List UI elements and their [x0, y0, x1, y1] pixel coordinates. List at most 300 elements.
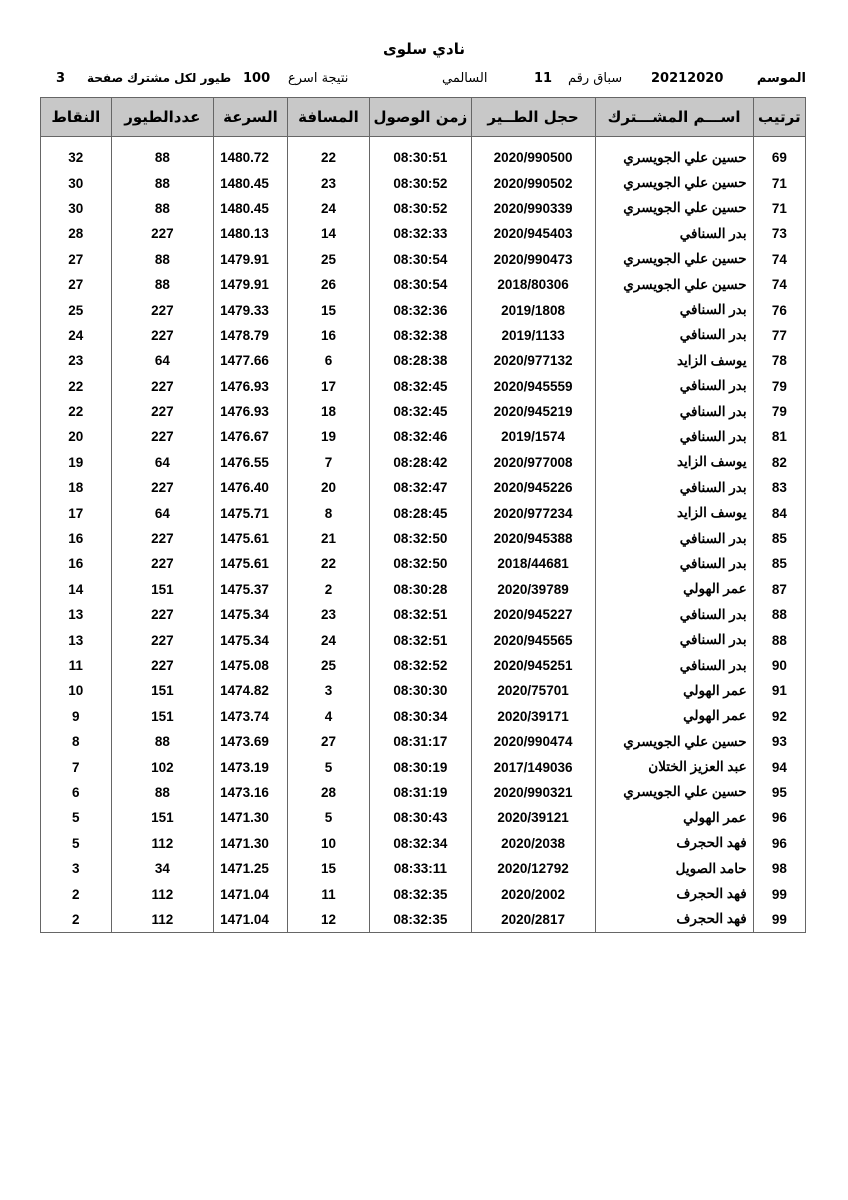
cell-birds: 112: [111, 907, 214, 933]
cell-birds: 112: [111, 831, 214, 856]
table-row: [41, 145, 806, 170]
cell-rank: 77: [753, 323, 805, 348]
cell-name: يوسف الزايد: [595, 500, 753, 525]
cell-speed: 1479.91: [214, 272, 288, 297]
table-row: [41, 780, 806, 805]
cell-name: عمر الهولي: [595, 577, 753, 602]
cell-ring: 2019/1133: [471, 323, 595, 348]
cell-distance: 23: [287, 170, 369, 195]
cell-ring: 2020/977008: [471, 450, 595, 475]
cell-points: 25: [41, 297, 112, 322]
cell-points: 2: [41, 907, 112, 933]
cell-distance: 18: [287, 399, 369, 424]
cell-rank: 74: [753, 272, 805, 297]
cell-points: 6: [41, 780, 112, 805]
cell-points: 2: [41, 881, 112, 906]
cell-distance: 6: [287, 348, 369, 373]
cell-ring: 2020/945388: [471, 526, 595, 551]
cell-speed: 1473.74: [214, 704, 288, 729]
cell-arrival: 08:30:54: [370, 247, 472, 272]
table-row: [41, 805, 806, 830]
cell-ring: 2020/945559: [471, 374, 595, 399]
table-row: [41, 374, 806, 399]
cell-name: عبد العزيز الختلان: [595, 754, 753, 779]
cell-speed: 1471.30: [214, 831, 288, 856]
cell-birds: 227: [111, 399, 214, 424]
cell-rank: 96: [753, 805, 805, 830]
cell-speed: 1473.16: [214, 780, 288, 805]
cell-name: حسين علي الجويسري: [595, 247, 753, 272]
col-speed: السرعة: [214, 98, 288, 137]
cell-name: بدر السنافي: [595, 526, 753, 551]
cell-rank: 95: [753, 780, 805, 805]
table-row: [41, 526, 806, 551]
cell-arrival: 08:30:34: [370, 704, 472, 729]
cell-ring: 2020/945251: [471, 653, 595, 678]
col-birds: عددالطيور: [111, 98, 214, 137]
cell-name: بدر السنافي: [595, 627, 753, 652]
cell-speed: 1475.61: [214, 526, 288, 551]
cell-arrival: 08:30:30: [370, 678, 472, 703]
cell-ring: 2020/990473: [471, 247, 595, 272]
cell-distance: 15: [287, 856, 369, 881]
cell-arrival: 08:31:19: [370, 780, 472, 805]
cell-birds: 64: [111, 500, 214, 525]
result-label: نتيجة اسرع: [288, 71, 349, 86]
cell-rank: 79: [753, 399, 805, 424]
cell-ring: 2020/12792: [471, 856, 595, 881]
cell-speed: 1480.45: [214, 170, 288, 195]
cell-name: بدر السنافي: [595, 323, 753, 348]
cell-arrival: 08:32:51: [370, 627, 472, 652]
cell-name: بدر السنافي: [595, 374, 753, 399]
cell-arrival: 08:30:19: [370, 754, 472, 779]
club-name: نادي سلوى: [383, 40, 465, 58]
cell-rank: 99: [753, 881, 805, 906]
cell-points: 32: [41, 145, 112, 170]
cell-speed: 1473.69: [214, 729, 288, 754]
cell-distance: 12: [287, 907, 369, 933]
cell-birds: 151: [111, 577, 214, 602]
cell-points: 20: [41, 424, 112, 449]
cell-name: حسين علي الجويسري: [595, 272, 753, 297]
cell-birds: 227: [111, 374, 214, 399]
cell-birds: 88: [111, 272, 214, 297]
cell-points: 27: [41, 272, 112, 297]
cell-birds: 227: [111, 602, 214, 627]
cell-ring: 2019/1574: [471, 424, 595, 449]
table-row: [41, 551, 806, 576]
cell-points: 16: [41, 526, 112, 551]
cell-ring: 2020/945403: [471, 221, 595, 246]
cell-rank: 91: [753, 678, 805, 703]
cell-speed: 1476.67: [214, 424, 288, 449]
cell-points: 27: [41, 247, 112, 272]
page-label: صفحة: [87, 71, 124, 85]
cell-name: بدر السنافي: [595, 551, 753, 576]
table-row: [41, 221, 806, 246]
cell-distance: 3: [287, 678, 369, 703]
cell-rank: 96: [753, 831, 805, 856]
cell-speed: 1471.30: [214, 805, 288, 830]
cell-birds: 227: [111, 297, 214, 322]
table-row: [41, 297, 806, 322]
cell-points: 22: [41, 374, 112, 399]
cell-distance: 26: [287, 272, 369, 297]
cell-name: حسين علي الجويسري: [595, 196, 753, 221]
cell-rank: 94: [753, 754, 805, 779]
cell-speed: 1475.34: [214, 627, 288, 652]
cell-speed: 1479.91: [214, 247, 288, 272]
cell-speed: 1475.34: [214, 602, 288, 627]
cell-points: 18: [41, 475, 112, 500]
cell-distance: 28: [287, 780, 369, 805]
cell-arrival: 08:30:54: [370, 272, 472, 297]
cell-birds: 151: [111, 704, 214, 729]
cell-ring: 2020/945565: [471, 627, 595, 652]
col-points: النقاط: [41, 98, 112, 137]
table-row: [41, 196, 806, 221]
cell-distance: 8: [287, 500, 369, 525]
result-count: 100: [243, 71, 271, 86]
cell-arrival: 08:28:42: [370, 450, 472, 475]
cell-birds: 227: [111, 424, 214, 449]
cell-distance: 23: [287, 602, 369, 627]
cell-speed: 1478.79: [214, 323, 288, 348]
cell-speed: 1475.61: [214, 551, 288, 576]
cell-speed: 1480.45: [214, 196, 288, 221]
cell-name: بدر السنافي: [595, 399, 753, 424]
race-label: سباق رقم: [568, 71, 623, 86]
cell-points: 11: [41, 653, 112, 678]
cell-ring: 2020/990500: [471, 145, 595, 170]
cell-birds: 227: [111, 653, 214, 678]
cell-points: 7: [41, 754, 112, 779]
cell-birds: 88: [111, 247, 214, 272]
cell-distance: 17: [287, 374, 369, 399]
cell-rank: 99: [753, 907, 805, 933]
col-distance: المسافة: [287, 98, 369, 137]
table-row: [41, 881, 806, 906]
cell-arrival: 08:32:46: [370, 424, 472, 449]
results-table: [40, 97, 806, 933]
cell-points: 24: [41, 323, 112, 348]
cell-arrival: 08:32:51: [370, 602, 472, 627]
table-row: [41, 754, 806, 779]
cell-ring: 2020/990321: [471, 780, 595, 805]
cell-ring: 2020/990339: [471, 196, 595, 221]
cell-name: يوسف الزايد: [595, 348, 753, 373]
table-row: [41, 729, 806, 754]
cell-distance: 5: [287, 805, 369, 830]
cell-arrival: 08:32:47: [370, 475, 472, 500]
cell-birds: 112: [111, 881, 214, 906]
cell-distance: 22: [287, 145, 369, 170]
cell-speed: 1480.72: [214, 145, 288, 170]
cell-ring: 2020/2002: [471, 881, 595, 906]
cell-name: بدر السنافي: [595, 221, 753, 246]
cell-name: بدر السنافي: [595, 297, 753, 322]
cell-speed: 1475.37: [214, 577, 288, 602]
cell-ring: 2020/2038: [471, 831, 595, 856]
col-ring: حجل الطــير: [471, 98, 595, 137]
cell-points: 14: [41, 577, 112, 602]
cell-arrival: 08:33:11: [370, 856, 472, 881]
cell-name: فهد الحجرف: [595, 831, 753, 856]
cell-points: 3: [41, 856, 112, 881]
cell-arrival: 08:28:38: [370, 348, 472, 373]
cell-distance: 19: [287, 424, 369, 449]
cell-ring: 2020/990502: [471, 170, 595, 195]
cell-birds: 227: [111, 475, 214, 500]
cell-birds: 88: [111, 196, 214, 221]
cell-rank: 78: [753, 348, 805, 373]
cell-name: حسين علي الجويسري: [595, 145, 753, 170]
cell-arrival: 08:32:45: [370, 374, 472, 399]
cell-ring: 2018/80306: [471, 272, 595, 297]
cell-distance: 2: [287, 577, 369, 602]
cell-ring: 2020/977132: [471, 348, 595, 373]
cell-arrival: 08:30:43: [370, 805, 472, 830]
cell-name: بدر السنافي: [595, 602, 753, 627]
table-row: [41, 856, 806, 881]
cell-points: 23: [41, 348, 112, 373]
cell-rank: 93: [753, 729, 805, 754]
table-row: [41, 653, 806, 678]
cell-ring: 2020/75701: [471, 678, 595, 703]
cell-rank: 79: [753, 374, 805, 399]
cell-speed: 1475.08: [214, 653, 288, 678]
table-row: [41, 399, 806, 424]
season-value: 20212020: [651, 71, 724, 86]
cell-birds: 227: [111, 221, 214, 246]
table-row: [41, 170, 806, 195]
cell-distance: 24: [287, 196, 369, 221]
cell-distance: 5: [287, 754, 369, 779]
cell-points: 5: [41, 805, 112, 830]
cell-rank: 88: [753, 602, 805, 627]
table-row: [41, 500, 806, 525]
cell-name: عمر الهولي: [595, 805, 753, 830]
cell-distance: 21: [287, 526, 369, 551]
cell-ring: 2020/977234: [471, 500, 595, 525]
cell-points: 10: [41, 678, 112, 703]
table-row: [41, 424, 806, 449]
cell-distance: 10: [287, 831, 369, 856]
page-number: 3: [56, 71, 66, 86]
cell-arrival: 08:32:38: [370, 323, 472, 348]
per-member-label: طيور لكل مشترك: [127, 71, 232, 85]
table-row: [41, 627, 806, 652]
cell-points: 9: [41, 704, 112, 729]
cell-speed: 1475.71: [214, 500, 288, 525]
cell-points: 13: [41, 627, 112, 652]
cell-points: 16: [41, 551, 112, 576]
table-row: [41, 348, 806, 373]
cell-points: 22: [41, 399, 112, 424]
cell-points: 17: [41, 500, 112, 525]
cell-points: 19: [41, 450, 112, 475]
cell-speed: 1471.25: [214, 856, 288, 881]
cell-birds: 88: [111, 729, 214, 754]
cell-arrival: 08:30:28: [370, 577, 472, 602]
table-row: [41, 577, 806, 602]
cell-distance: 20: [287, 475, 369, 500]
cell-ring: 2017/149036: [471, 754, 595, 779]
cell-birds: 151: [111, 805, 214, 830]
cell-birds: 34: [111, 856, 214, 881]
cell-rank: 76: [753, 297, 805, 322]
cell-distance: 25: [287, 247, 369, 272]
cell-distance: 4: [287, 704, 369, 729]
cell-birds: 102: [111, 754, 214, 779]
cell-ring: 2020/39171: [471, 704, 595, 729]
cell-speed: 1476.55: [214, 450, 288, 475]
cell-arrival: 08:32:34: [370, 831, 472, 856]
cell-arrival: 08:32:35: [370, 881, 472, 906]
cell-birds: 227: [111, 551, 214, 576]
cell-arrival: 08:32:52: [370, 653, 472, 678]
cell-rank: 83: [753, 475, 805, 500]
cell-rank: 87: [753, 577, 805, 602]
cell-name: عمر الهولي: [595, 678, 753, 703]
table-row: [41, 602, 806, 627]
table-row: [41, 907, 806, 933]
cell-birds: 88: [111, 780, 214, 805]
cell-points: 13: [41, 602, 112, 627]
table-row: [41, 272, 806, 297]
cell-arrival: 08:32:33: [370, 221, 472, 246]
cell-rank: 71: [753, 196, 805, 221]
cell-rank: 90: [753, 653, 805, 678]
location: السالمي: [442, 71, 488, 86]
cell-speed: 1476.93: [214, 399, 288, 424]
cell-name: بدر السنافي: [595, 475, 753, 500]
table-row: [41, 704, 806, 729]
cell-birds: 151: [111, 678, 214, 703]
cell-rank: 92: [753, 704, 805, 729]
cell-ring: 2020/39789: [471, 577, 595, 602]
cell-distance: 7: [287, 450, 369, 475]
cell-distance: 11: [287, 881, 369, 906]
cell-distance: 24: [287, 627, 369, 652]
cell-arrival: 08:30:51: [370, 145, 472, 170]
cell-distance: 15: [287, 297, 369, 322]
cell-speed: 1476.40: [214, 475, 288, 500]
cell-rank: 84: [753, 500, 805, 525]
col-arrival: زمن الوصول: [370, 98, 472, 137]
table-row: [41, 475, 806, 500]
cell-points: 8: [41, 729, 112, 754]
cell-distance: 25: [287, 653, 369, 678]
cell-name: فهد الحجرف: [595, 907, 753, 933]
table-row: [41, 323, 806, 348]
cell-arrival: 08:32:50: [370, 526, 472, 551]
cell-speed: 1479.33: [214, 297, 288, 322]
cell-birds: 227: [111, 627, 214, 652]
cell-distance: 27: [287, 729, 369, 754]
cell-speed: 1477.66: [214, 348, 288, 373]
cell-name: بدر السنافي: [595, 424, 753, 449]
col-rank: ترتيب: [753, 98, 805, 137]
cell-birds: 227: [111, 526, 214, 551]
cell-ring: 2020/990474: [471, 729, 595, 754]
cell-points: 28: [41, 221, 112, 246]
cell-birds: 227: [111, 323, 214, 348]
cell-arrival: 08:32:45: [370, 399, 472, 424]
cell-name: حامد الصويل: [595, 856, 753, 881]
cell-name: حسين علي الجويسري: [595, 170, 753, 195]
cell-birds: 64: [111, 348, 214, 373]
cell-distance: 14: [287, 221, 369, 246]
cell-speed: 1480.13: [214, 221, 288, 246]
cell-rank: 98: [753, 856, 805, 881]
cell-rank: 74: [753, 247, 805, 272]
table-row: [41, 247, 806, 272]
cell-points: 5: [41, 831, 112, 856]
cell-speed: 1471.04: [214, 881, 288, 906]
cell-arrival: 08:31:17: [370, 729, 472, 754]
cell-arrival: 08:30:52: [370, 170, 472, 195]
cell-speed: 1473.19: [214, 754, 288, 779]
cell-arrival: 08:30:52: [370, 196, 472, 221]
cell-ring: 2020/2817: [471, 907, 595, 933]
cell-rank: 88: [753, 627, 805, 652]
cell-arrival: 08:32:35: [370, 907, 472, 933]
table-row: [41, 678, 806, 703]
table-row: [41, 831, 806, 856]
cell-rank: 85: [753, 526, 805, 551]
cell-birds: 64: [111, 450, 214, 475]
cell-distance: 22: [287, 551, 369, 576]
cell-birds: 88: [111, 145, 214, 170]
cell-points: 30: [41, 196, 112, 221]
cell-points: 30: [41, 170, 112, 195]
cell-rank: 82: [753, 450, 805, 475]
cell-rank: 73: [753, 221, 805, 246]
table-row: [41, 450, 806, 475]
cell-rank: 85: [753, 551, 805, 576]
cell-name: يوسف الزايد: [595, 450, 753, 475]
cell-name: عمر الهولي: [595, 704, 753, 729]
cell-rank: 81: [753, 424, 805, 449]
cell-speed: 1476.93: [214, 374, 288, 399]
col-name: اســـم المشـــترك: [595, 98, 753, 137]
cell-ring: 2020/39121: [471, 805, 595, 830]
cell-ring: 2019/1808: [471, 297, 595, 322]
cell-distance: 16: [287, 323, 369, 348]
cell-ring: 2020/945226: [471, 475, 595, 500]
cell-ring: 2018/44681: [471, 551, 595, 576]
race-number: 11: [534, 71, 553, 86]
cell-name: بدر السنافي: [595, 653, 753, 678]
cell-name: حسين علي الجويسري: [595, 729, 753, 754]
cell-rank: 71: [753, 170, 805, 195]
cell-name: حسين علي الجويسري: [595, 780, 753, 805]
cell-speed: 1471.04: [214, 907, 288, 933]
cell-ring: 2020/945227: [471, 602, 595, 627]
cell-birds: 88: [111, 170, 214, 195]
cell-speed: 1474.82: [214, 678, 288, 703]
cell-rank: 69: [753, 145, 805, 170]
cell-arrival: 08:28:45: [370, 500, 472, 525]
cell-name: فهد الحجرف: [595, 881, 753, 906]
season-label: الموسم: [756, 71, 806, 86]
cell-arrival: 08:32:36: [370, 297, 472, 322]
cell-ring: 2020/945219: [471, 399, 595, 424]
cell-arrival: 08:32:50: [370, 551, 472, 576]
table-header-row: [41, 98, 806, 137]
